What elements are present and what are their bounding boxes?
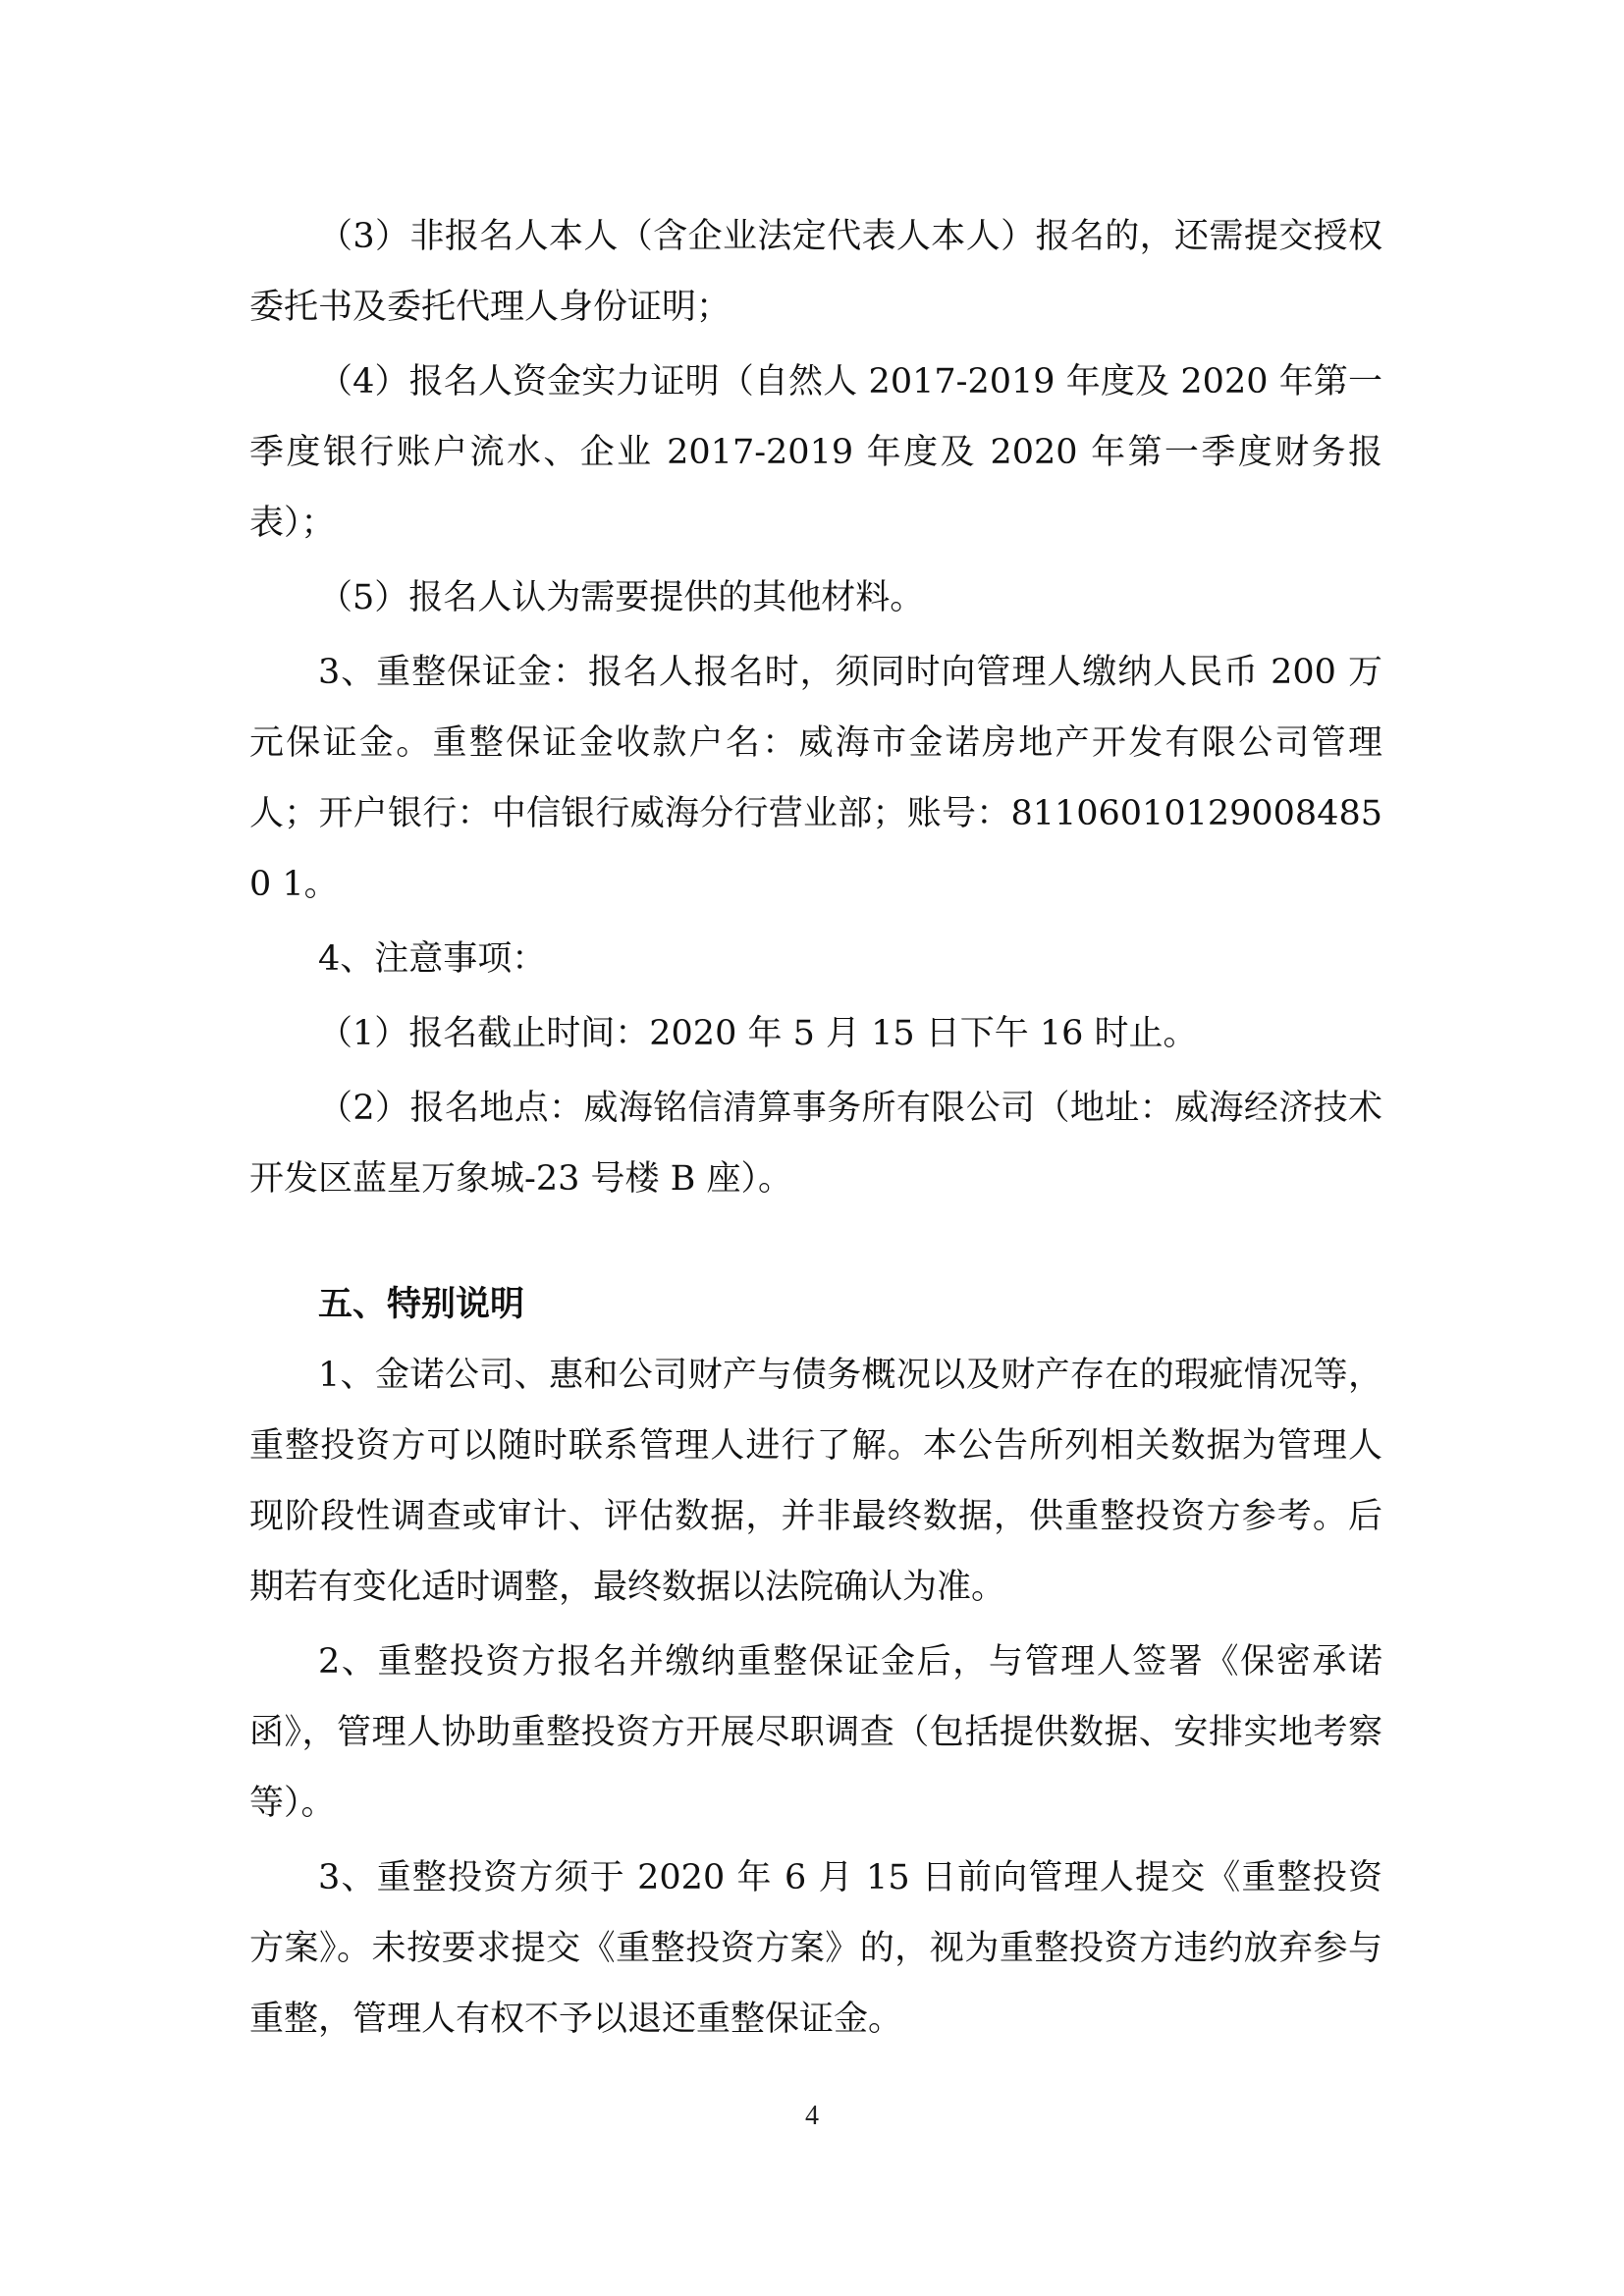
section-heading-special-notes: 五、特别说明 <box>318 1284 525 1324</box>
paragraph-note-deadline: （1）报名截止时间：2020 年 5 月 15 日下午 16 时止。 <box>318 1014 1198 1053</box>
paragraph-note-location: （2）报名地点：威海铭信清算事务所有限公司（地址：威海经济技术开发区蓝星万象城-23 号楼 B 座）。 <box>249 1089 1382 1199</box>
paragraph-item-5-other-materials: （5）报名人认为需要提供的其他材料。 <box>318 578 925 617</box>
page-number: 4 <box>805 2101 819 2131</box>
paragraph-item-4-financial-proof: （4）报名人资金实力证明（自然人 2017-2019 年度及 2020 年第一季度银行账户流水、企业 2017-2019 年度及 2020 年第一季度财务报表）； <box>249 362 1382 543</box>
paragraph-special-note-1: 1、金诺公司、惠和公司财产与债务概况以及财产存在的瑕疵情况等，重整投资方可以随时联系管理人进行了解。本公告所列相关数据为管理人现阶段性调查或审计、评估数据，并非最终数据，供重整投资方参考。后期若有变化适时调整，最终数据以法院确认为准。 <box>249 1356 1382 1607</box>
paragraph-special-note-3: 3、重整投资方须于 2020 年 6 月 15 日前向管理人提交《重整投资方案》。未按要求提交《重整投资方案》的，视为重整投资方违约放弃参与重整，管理人有权不予以退还重整保证金。 <box>249 1858 1382 2039</box>
document-body <box>249 201 1382 2058</box>
paragraph-deposit: 3、重整保证金：报名人报名时，须同时向管理人缴纳人民币 200 万元保证金。重整保证金收款户名：威海市金诺房地产开发有限公司管理人；开户银行：中信银行威海分行营业部；账号：811060101290084850 1。 <box>249 653 1382 904</box>
paragraph-notes-title: 4、注意事项： <box>318 939 547 979</box>
paragraph-item-3-authorization: （3）非报名人本人（含企业法定代表人本人）报名的，还需提交授权委托书及委托代理人身份证明； <box>249 217 1382 327</box>
paragraph-special-note-2: 2、重整投资方报名并缴纳重整保证金后，与管理人签署《保密承诺函》，管理人协助重整投资方开展尽职调查（包括提供数据、安排实地考察等）。 <box>249 1642 1382 1823</box>
